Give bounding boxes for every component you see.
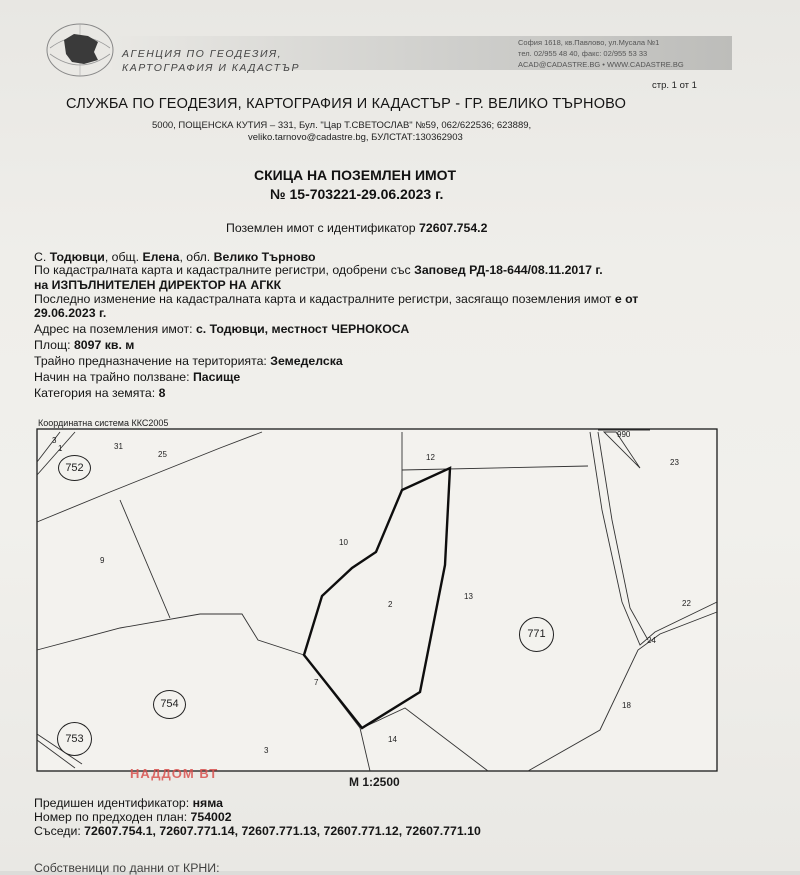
agency-name-line1: АГЕНЦИЯ ПО ГЕОДЕЗИЯ, — [122, 48, 283, 60]
area-label: Площ: — [34, 338, 71, 352]
service-name: СЛУЖБА ПО ГЕОДЕЗИЯ, КАРТОГРАФИЯ И КАДАСТЪР - ГР. ВЕЛИКО ТЪРНОВО — [66, 96, 627, 112]
cadastral-map — [36, 428, 718, 772]
plan-number-label: Номер по предходен план: — [34, 810, 188, 824]
usage-value: Пасище — [192, 370, 241, 384]
service-email: veliko.tarnovo@cadastre.bg, БУЛСТАТ:130362903 — [248, 132, 463, 143]
parcel-label: 14 — [388, 735, 397, 744]
parcel-label: 22 — [682, 599, 691, 608]
neighbors-line — [34, 824, 481, 838]
parcel-label: 18 — [622, 701, 631, 710]
map-scale: М 1:2500 — [349, 775, 400, 789]
zone-circle-771: 771 — [519, 617, 554, 652]
usage-line — [34, 370, 240, 384]
document-number: № 15-703221-29.06.2023 г. — [270, 186, 444, 202]
village: Тодювци — [49, 250, 105, 264]
page-counter: стр. 1 от 1 — [652, 80, 697, 91]
purpose-label: Трайно предназначение на територията: — [34, 354, 267, 368]
last-change-line — [34, 292, 638, 306]
zone-circle-752: 752 — [58, 455, 91, 481]
purpose-value: Земеделска — [270, 354, 343, 368]
parcel-label: 10 — [339, 538, 348, 547]
contact-phone: тел. 02/955 48 40, факс: 02/955 53 33 — [518, 49, 648, 58]
plan-number-value: 754002 — [190, 810, 232, 824]
address-label: Адрес на поземления имот: — [34, 322, 193, 336]
category-label: Категория на земята: — [34, 386, 156, 400]
parcel-label: 7 — [314, 678, 319, 687]
address-line — [34, 322, 409, 336]
purpose-line — [34, 354, 343, 368]
region-label: , обл. — [179, 250, 211, 264]
approval-text: По кадастралната карта и кадастралните регистри, одобрени със — [34, 263, 411, 277]
service-address: 5000, ПОЩЕНСКА КУТИЯ – 331, Бул. "Цар Т.СВЕТОСЛАВ" №59, 062/622536; 623889, — [152, 120, 532, 131]
identifier-value: 72607.754.2 — [419, 221, 488, 235]
area-line — [34, 338, 134, 352]
area-value: 8097 кв. м — [73, 338, 135, 352]
document-title: СКИЦА НА ПОЗЕМЛЕН ИМОТ — [254, 167, 457, 183]
approval-order: Заповед РД-18-644/08.11.2017 г. — [414, 263, 603, 277]
parcel-label: 23 — [670, 458, 679, 467]
neighbors-label: Съседи: — [34, 824, 81, 838]
parcel-label: 2 — [388, 600, 393, 609]
agency-name-line2: КАРТОГРАФИЯ И КАДАСТЪР — [122, 62, 300, 74]
neighbors-value: 72607.754.1, 72607.771.14, 72607.771.13, 72607.771.12, 72607.771.10 — [84, 824, 481, 838]
zone-circle-754: 754 — [153, 690, 186, 719]
contact-address: София 1618, кв.Павлово, ул.Мусала №1 — [518, 38, 660, 47]
municipality: Елена — [142, 250, 180, 264]
parcel-label: 990 — [617, 430, 631, 439]
director-line: на ИЗПЪЛНИТЕЛЕН ДИРЕКТОР НА АГКК — [34, 278, 282, 292]
parcel-label: 9 — [100, 556, 105, 565]
identifier-label: Поземлен имот с идентификатор — [226, 221, 416, 235]
parcel-label: 3 — [264, 746, 269, 755]
previous-identifier-value: няма — [192, 796, 223, 810]
parcel-label: 12 — [426, 453, 435, 462]
last-change-date: 29.06.2023 г. — [34, 306, 107, 320]
previous-identifier-label: Предишен идентификатор: — [34, 796, 190, 810]
parcel-label: 24 — [647, 636, 656, 645]
watermark-stamp: НАДДОМ ВТ — [130, 766, 219, 781]
category-value: 8 — [158, 386, 166, 400]
region: Велико Търново — [213, 250, 316, 264]
identifier-line — [226, 221, 487, 235]
contact-web: ACAD@CADASTRE.BG • WWW.CADASTRE.BG — [518, 60, 684, 69]
location-prefix: С. — [34, 250, 47, 264]
coordinate-system-label: Координатна система ККС2005 — [38, 418, 169, 428]
parcel-label: 25 — [158, 450, 167, 459]
parcel-label: 13 — [464, 592, 473, 601]
approval-line — [34, 263, 603, 277]
parcel-label: 31 — [114, 442, 123, 451]
address-value: с. Тодювци, местност ЧЕРНОКОСА — [195, 322, 410, 336]
previous-identifier-line — [34, 796, 223, 810]
last-change-text: Последно изменение на кадастралната карта и кадастралните регистри, засягащо поземления имот — [34, 292, 612, 306]
agency-logo-icon — [44, 18, 116, 80]
plan-number-line — [34, 810, 232, 824]
owners-partial-line: Собственици по данни от КРНИ: — [34, 861, 220, 875]
municipality-label: , общ. — [104, 250, 140, 264]
parcel-label: 1 — [58, 444, 63, 453]
parcel-label: 3 — [52, 436, 57, 445]
last-change-from: е от — [614, 292, 639, 306]
location-line — [34, 250, 316, 264]
zone-circle-753: 753 — [57, 722, 92, 756]
usage-label: Начин на трайно ползване: — [34, 370, 190, 384]
category-line — [34, 386, 165, 400]
